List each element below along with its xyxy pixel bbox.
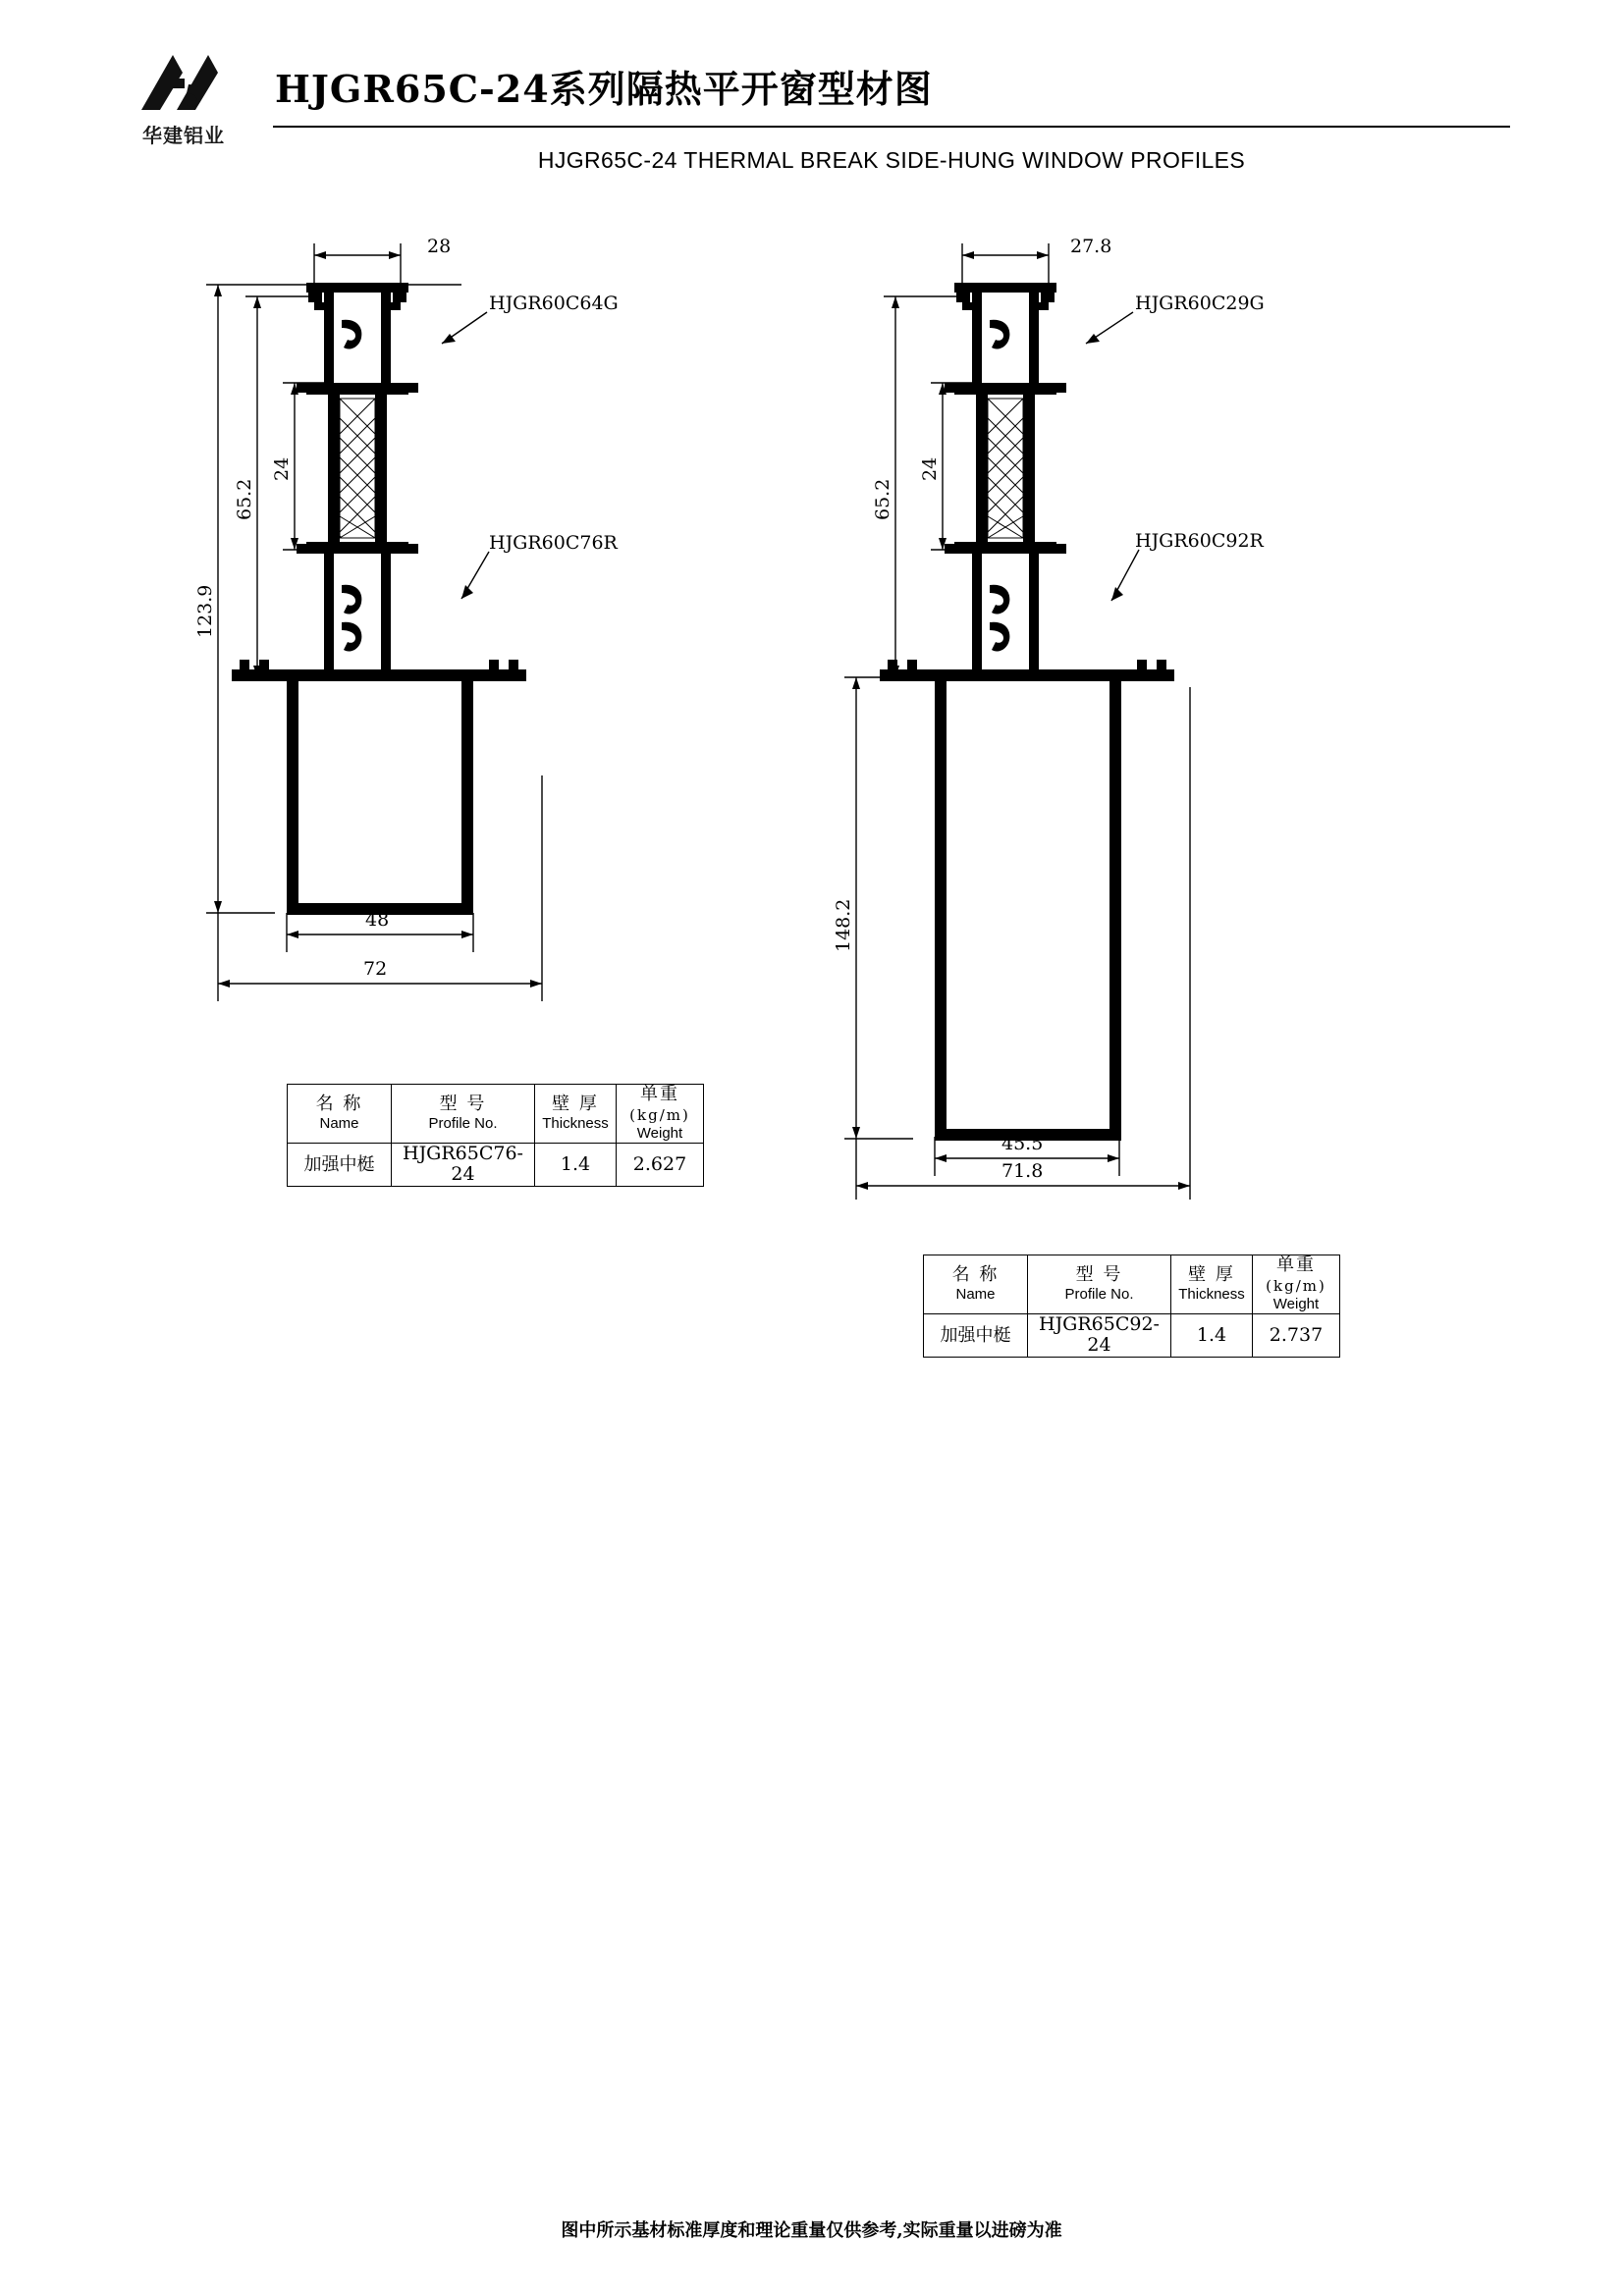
table-row — [288, 1143, 704, 1187]
profile-drawing-left — [177, 226, 727, 1070]
header-profile-no: 型 号 Profile No. — [392, 1085, 535, 1144]
spec-table-left — [287, 1084, 704, 1187]
dim-left-total-height: 123.9 — [194, 584, 216, 638]
cell-weight: 2.737 — [1253, 1313, 1340, 1358]
page-title-cn: HJGR65C-24系列隔热平开窗型材图 — [275, 67, 933, 111]
spec-table-right — [923, 1255, 1340, 1358]
logo-mark-icon — [134, 51, 232, 118]
cell-thickness: 1.4 — [535, 1143, 617, 1187]
header-name: 名 称 Name — [288, 1085, 392, 1144]
header-divider — [273, 126, 1510, 128]
dim-right-bottom-width: 71.8 — [1001, 1160, 1044, 1182]
callout-right-lower: HJGR60C92R — [1135, 530, 1264, 552]
dim-right-inner-height: 24 — [919, 456, 941, 481]
header-name: 名 称 Name — [924, 1255, 1028, 1314]
table-header-row — [288, 1085, 704, 1144]
cell-profile-no: HJGR65C92-24 — [1028, 1313, 1171, 1358]
dim-left-bottom-width: 72 — [363, 958, 388, 980]
callout-left-lower: HJGR60C76R — [489, 532, 618, 554]
profile-drawing-right — [825, 226, 1414, 1207]
header-thickness: 壁 厚 Thickness — [1171, 1255, 1253, 1314]
profile-section-left-svg — [177, 226, 727, 1070]
dim-left-top-width: 28 — [427, 236, 452, 257]
dim-left-inner-height: 24 — [271, 456, 293, 481]
header-thickness: 壁 厚 Thickness — [535, 1085, 617, 1144]
dim-right-bottom-inner-width: 45.5 — [1001, 1133, 1044, 1154]
callout-left-upper: HJGR60C64G — [489, 293, 619, 314]
dim-right-mid-height: 65.2 — [872, 478, 893, 520]
table-header-row — [924, 1255, 1340, 1314]
header-profile-no: 型 号 Profile No. — [1028, 1255, 1171, 1314]
profile-section-right-svg — [825, 226, 1414, 1207]
page-header — [0, 0, 1623, 206]
company-logo — [110, 51, 257, 164]
dim-left-mid-height: 65.2 — [234, 478, 255, 520]
dim-right-top-width: 27.8 — [1070, 236, 1112, 257]
dim-right-total-height: 148.2 — [833, 898, 854, 952]
cell-thickness: 1.4 — [1171, 1313, 1253, 1358]
callout-right-upper: HJGR60C29G — [1135, 293, 1265, 314]
logo-text: 华建铝业 — [142, 124, 225, 147]
cell-profile-no: HJGR65C76-24 — [392, 1143, 535, 1187]
cell-name: 加强中梃 — [924, 1313, 1028, 1358]
header-weight: 单重(kg/m) Weight — [1253, 1255, 1340, 1314]
dim-left-bottom-inner-width: 48 — [365, 909, 390, 931]
page-title-en: HJGR65C-24 THERMAL BREAK SIDE-HUNG WINDOW PROFILES — [537, 147, 1246, 173]
cell-name: 加强中梃 — [288, 1143, 392, 1187]
header-weight: 单重(kg/m) Weight — [617, 1085, 704, 1144]
cell-weight: 2.627 — [617, 1143, 704, 1187]
table-row — [924, 1313, 1340, 1358]
footer-note: 图中所示基材标准厚度和理论重量仅供参考,实际重量以进磅为准 — [561, 2220, 1062, 2241]
